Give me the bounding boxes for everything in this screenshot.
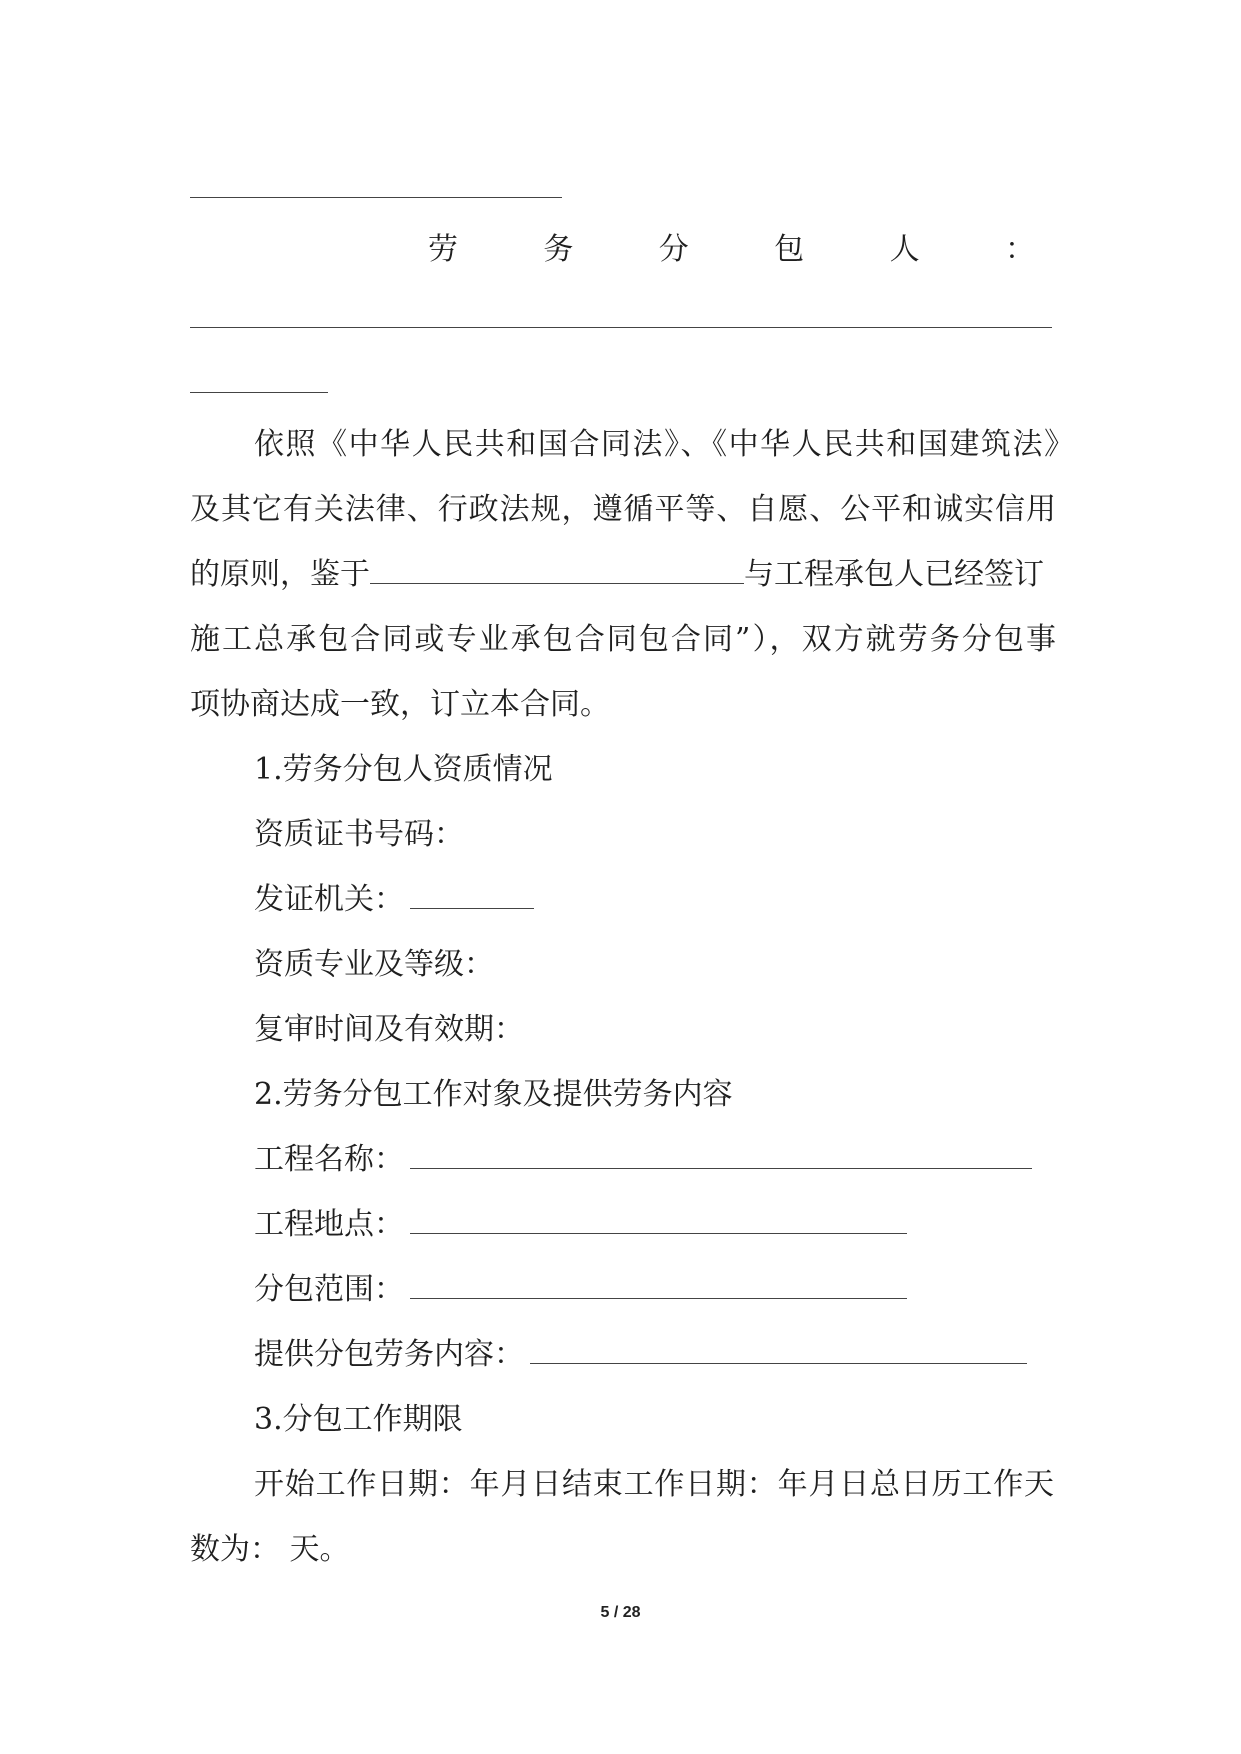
heading-char: 务 <box>543 232 574 267</box>
section-3-title: 3.分包工作期限 <box>254 1402 463 1437</box>
heading-char: 人 <box>889 232 920 267</box>
contract-party-blank[interactable] <box>370 555 744 584</box>
preamble-line-5: 项协商达成一致，订立本合同。 <box>190 687 610 722</box>
section-2-title: 2.劳务分包工作对象及提供劳务内容 <box>254 1077 733 1112</box>
work-dates-line-1: 开始工作日期：年月日结束工作日期：年月日总日历工作天 <box>254 1467 1054 1502</box>
heading-char: 分 <box>658 232 689 267</box>
scope-row: 分包范围： <box>254 1270 907 1310</box>
project-location-row: 工程地点： <box>254 1205 907 1245</box>
labor-subcontractor-heading <box>428 230 1035 270</box>
labor-content-blank[interactable] <box>530 1335 1027 1364</box>
blank-rule-long <box>190 327 1052 328</box>
preamble-line-4: 施工总承包合同或专业承包合同包合同”），双方就劳务分包事 <box>190 622 1056 657</box>
heading-char: ： <box>1004 232 1035 267</box>
heading-char: 劳 <box>428 232 458 267</box>
heading-char: 包 <box>774 232 805 267</box>
page-number: 5 / 28 <box>600 1604 641 1621</box>
preamble-line-2: 及其它有关法律、行政法规，遵循平等、自愿、公平和诚实信用 <box>190 492 1056 527</box>
labor-content-row: 提供分包劳务内容： <box>254 1335 1027 1375</box>
scope-blank[interactable] <box>410 1270 907 1299</box>
issuer-blank[interactable] <box>410 880 534 909</box>
preamble-line-1: 依照《中华人民共和国合同法》、《中华人民共和国建筑法》 <box>254 427 1074 462</box>
project-name-blank[interactable] <box>410 1140 1032 1169</box>
issuer-row: 发证机关： <box>254 880 534 920</box>
blank-rule-top <box>190 197 562 198</box>
section-1-title: 1.劳务分包人资质情况 <box>254 752 553 787</box>
cert-number-label: 资质证书号码： <box>254 817 464 852</box>
preamble-line-3: 的原则，鉴于 与工程承包人已经签订 <box>190 557 1044 592</box>
project-location-blank[interactable] <box>410 1205 907 1234</box>
grade-label: 资质专业及等级： <box>254 947 494 982</box>
project-name-row: 工程名称： <box>254 1140 1032 1180</box>
blank-rule-short <box>190 392 328 393</box>
review-label: 复审时间及有效期： <box>254 1012 524 1047</box>
work-dates-line-2: 数为： 天。 <box>190 1532 350 1567</box>
